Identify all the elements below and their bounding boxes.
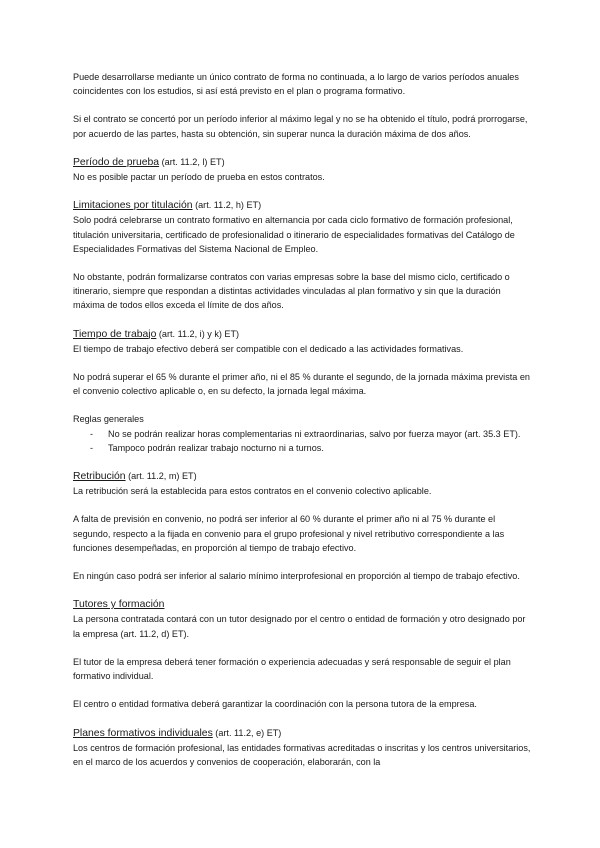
paragraph-tutores-1: La persona contratada contará con un tutor designado por el centro o entidad de formación y otro designado por la empresa (art. 11.2, d) ET). bbox=[73, 614, 526, 639]
list-item: - No se podrán realizar horas complementarias ni extraordinarias, salvo por fuerza mayor (art. 35.3 ET). bbox=[73, 427, 531, 441]
heading-limitaciones bbox=[73, 198, 531, 213]
heading-planes-ref: (art. 11.2, e) ET) bbox=[212, 727, 282, 738]
heading-limitaciones-ref: (art. 11.2, h) ET) bbox=[192, 200, 262, 211]
heading-retribucion bbox=[73, 469, 531, 484]
paragraph-intro-1: Puede desarrollarse mediante un único contrato de forma no continuada, a lo largo de varios períodos anuales coincidentes con los estudios, si así está previsto en el plan o programa formativo. bbox=[73, 72, 519, 97]
paragraph-planes-1: Los centros de formación profesional, las entidades formativas acreditadas o inscritas y los centros universitarios, en el marco de los acuerdos y convenios de cooperación, elaborarán, con la bbox=[73, 742, 531, 767]
heading-tutores bbox=[73, 597, 531, 612]
paragraph-tutores-3: El centro o entidad formativa deberá garantizar la coordinación con la persona tutora de la empresa. bbox=[73, 699, 477, 710]
paragraph-retribucion-1: La retribución será la establecida para estos contratos en el convenio colectivo aplicable. bbox=[73, 486, 432, 497]
heading-tiempo-trabajo bbox=[73, 327, 531, 342]
paragraph-limitaciones-2: No obstante, podrán formalizarse contratos con varias empresas sobre la base del mismo ciclo, certificado o itinerario, siempre que respondan a distintas actividades vinculadas al plan formativo y sin que la duración máxima de todos ellos exceda el límite de dos años. bbox=[73, 272, 510, 311]
paragraph-retribucion-2: A falta de previsión en convenio, no podrá ser inferior al 60 % durante el primer año ni al 75 % durante el segundo, respecto a la fijada en convenio para el grupo profesional y nivel retributivo correspondiente a las funciones desempeñadas, en proporción al tiempo de trabajo efectivo. bbox=[73, 514, 505, 553]
heading-periodo-prueba-title: Período de prueba bbox=[73, 156, 160, 168]
paragraph-tutores-2: El tutor de la empresa deberá tener formación o experiencia adecuadas y será responsable de seguir el plan formativo individual. bbox=[73, 656, 511, 682]
heading-tiempo-trabajo-ref: (art. 11.2, i) y k) ET) bbox=[156, 328, 240, 339]
heading-limitaciones-title: Limitaciones por titulación bbox=[73, 200, 193, 212]
heading-planes bbox=[73, 726, 531, 741]
heading-periodo-prueba-ref: (art. 11.2, l) ET) bbox=[159, 156, 225, 167]
document-page bbox=[73, 70, 531, 769]
paragraph-retribucion-3: En ningún caso podrá ser inferior al salario mínimo interprofesional en proporción al tiempo de trabajo efectivo. bbox=[73, 571, 520, 582]
heading-tutores-title: Tutores y formación bbox=[73, 599, 165, 611]
paragraph-limitaciones-1: Solo podrá celebrarse un contrato formativo en alternancia por cada ciclo formativo de formación profesional, titulación universitaria, certificado de profesionalidad o itinerario de especialidades formativas del Catálogo de Especialidades Formativas del Sistema Nacional de Empleo. bbox=[73, 215, 515, 254]
rules-list bbox=[73, 427, 531, 455]
paragraph-intro-2: Si el contrato se concertó por un período inferior al máximo legal y no se ha obtenido el título, podrá prorrogarse, por acuerdo de las partes, hasta su obtención, sin superar nunca la duración máxima de dos años. bbox=[73, 114, 528, 139]
heading-retribucion-ref: (art. 11.2, m) ET) bbox=[125, 471, 197, 482]
paragraph-tiempo-2: No podrá superar el 65 % durante el primer año, ni el 85 % durante el segundo, de la jornada máxima prevista en el convenio colectivo aplicable o, en su defecto, la jornada legal máxima. bbox=[73, 372, 530, 397]
paragraph-tiempo-1: El tiempo de trabajo efectivo deberá ser compatible con el dedicado a las actividades formativas. bbox=[73, 343, 464, 354]
heading-tiempo-trabajo-title: Tiempo de trabajo bbox=[73, 328, 157, 340]
heading-periodo-prueba bbox=[73, 155, 531, 170]
list-item: - Tampoco podrán realizar trabajo nocturno ni a turnos. bbox=[73, 441, 531, 455]
heading-retribucion-title: Retribución bbox=[73, 471, 126, 483]
heading-planes-title: Planes formativos individuales bbox=[73, 727, 213, 739]
paragraph-prueba-1: No es posible pactar un período de prueba en estos contratos. bbox=[73, 172, 325, 183]
rules-title: Reglas generales bbox=[73, 414, 144, 425]
